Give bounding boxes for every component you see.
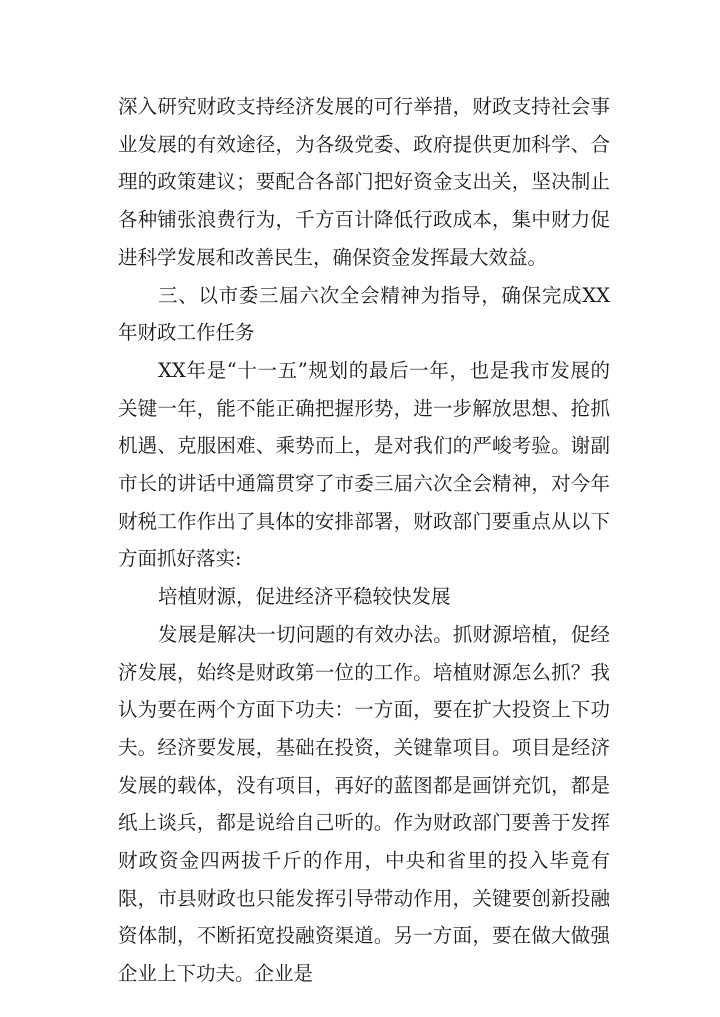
section-heading-3: 三、以市委三届六次全会精神为指导，确保完成XX年财政工作任务 xyxy=(118,283,610,345)
document-body xyxy=(118,88,610,993)
subheading-cultivate-revenue: 培植财源，促进经济平稳较快发展 xyxy=(158,585,451,609)
paragraph-3: 发展是解决一切问题的有效办法。抓财源培植，促经济发展，始终是财政第一位的工作。培植财源怎么抓？我认为要在两个方面下功夫：一方面，要在扩大投资上下功夫。经济要发展，基础在投资，关键靠项目。项目是经济发展的载体，没有项目，再好的蓝图都是画饼充饥，都是纸上谈兵，都是说给自己听的。作为财政部门要善于发挥财政资金四两拔千斤的作用，中央和省里的投入毕竟有限，市县财政也只能发挥引导带动作用，关键要创新投融资体制，不断拓宽投融资渠道。另一方面，要在做大做强企业上下功夫。企业是 xyxy=(118,622,610,986)
paragraph-2: XX年是“十一五”规划的最后一年，也是我市发展的关键一年，能不能正确把握形势，进一步解放思想、抢抓机遇、克服困难、乘势而上，是对我们的严峻考验。谢副市长的讲话中通篇贯穿了市委三届六次全会精神，对今年财税工作作出了具体的安排部署，财政部门要重点从以下方面抓好落实: xyxy=(118,358,610,571)
paragraph-1: 深入研究财政支持经济发展的可行举措，财政支持社会事业发展的有效途径，为各级党委、政府提供更加科学、合理的政策建议；要配合各部门把好资金支出关，坚决制止各种铺张浪费行为，千方百计降低行政成本，集中财力促进科学发展和改善民生，确保资金发挥最大效益。 xyxy=(118,95,610,269)
